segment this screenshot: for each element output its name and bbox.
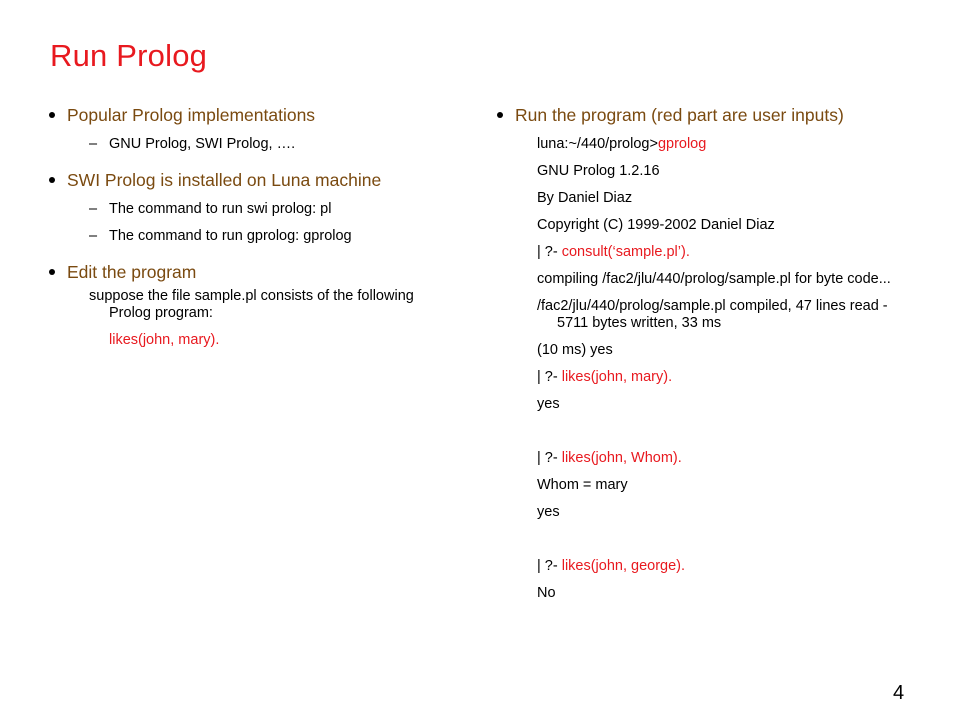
dash-icon: – (89, 136, 98, 152)
sub-bullet-implementations-list (48, 135, 458, 153)
terminal-transcript (537, 136, 897, 612)
sub-bullet-gprolog-command (48, 227, 458, 245)
terminal-line: /fac2/jlu/440/prolog/sample.pl compiled, 47 lines read - 5711 bytes written, 33 ms (537, 298, 888, 331)
user-input: gprolog (657, 136, 707, 152)
sub-bullet-text: The command to run swi prolog: pl (109, 201, 332, 217)
user-input: likes(john, Whom). (561, 450, 682, 466)
sub-bullet-text: The command to run gprolog: gprolog (109, 228, 352, 244)
dash-icon: – (89, 201, 98, 217)
query-prompt: | ?- (537, 450, 562, 466)
dash-icon: – (89, 228, 98, 244)
user-input: likes(john, mary). (561, 369, 673, 385)
bullet-swi-installed: SWI Prolog is installed on Luna machine (48, 169, 458, 191)
edit-program-description: suppose the file sample.pl consists of the following Prolog program: (89, 288, 414, 321)
user-input: consult(‘sample.pl’). (561, 244, 690, 260)
terminal-line: (10 ms) yes (537, 342, 613, 358)
terminal-line: Whom = mary (537, 477, 628, 493)
terminal-line (537, 244, 897, 271)
terminal-line: compiling /fac2/jlu/440/prolog/sample.pl for byte code... (537, 271, 891, 287)
query-prompt: | ?- (537, 244, 562, 260)
terminal-line (537, 450, 897, 477)
query-prompt: | ?- (537, 558, 562, 574)
terminal-line (537, 136, 897, 163)
terminal-line: Copyright (C) 1999-2002 Daniel Diaz (537, 217, 775, 233)
page-number: 4 (893, 682, 905, 704)
terminal-line: GNU Prolog 1.2.16 (537, 163, 660, 179)
sample-program-code: likes(john, mary). (109, 332, 220, 348)
terminal-line (537, 369, 897, 396)
terminal-line: No (537, 585, 556, 601)
sub-bullet-swi-command (48, 200, 458, 218)
right-column (496, 104, 916, 612)
bullet-implementations: Popular Prolog implementations (48, 104, 458, 126)
terminal-line: yes (537, 396, 560, 412)
terminal-line: By Daniel Diaz (537, 190, 633, 206)
bullet-run-program: Run the program (red part are user inputs) (496, 104, 916, 126)
bullet-edit-program: Edit the program (48, 261, 458, 283)
terminal-line: yes (537, 504, 560, 520)
user-input: likes(john, george). (561, 558, 686, 574)
query-prompt: | ?- (537, 369, 562, 385)
terminal-line (537, 558, 897, 585)
shell-prompt: luna:~/440/prolog> (537, 136, 658, 152)
sub-bullet-text: GNU Prolog, SWI Prolog, …. (109, 136, 296, 152)
slide-title: Run Prolog (50, 38, 208, 73)
left-column (48, 104, 458, 349)
